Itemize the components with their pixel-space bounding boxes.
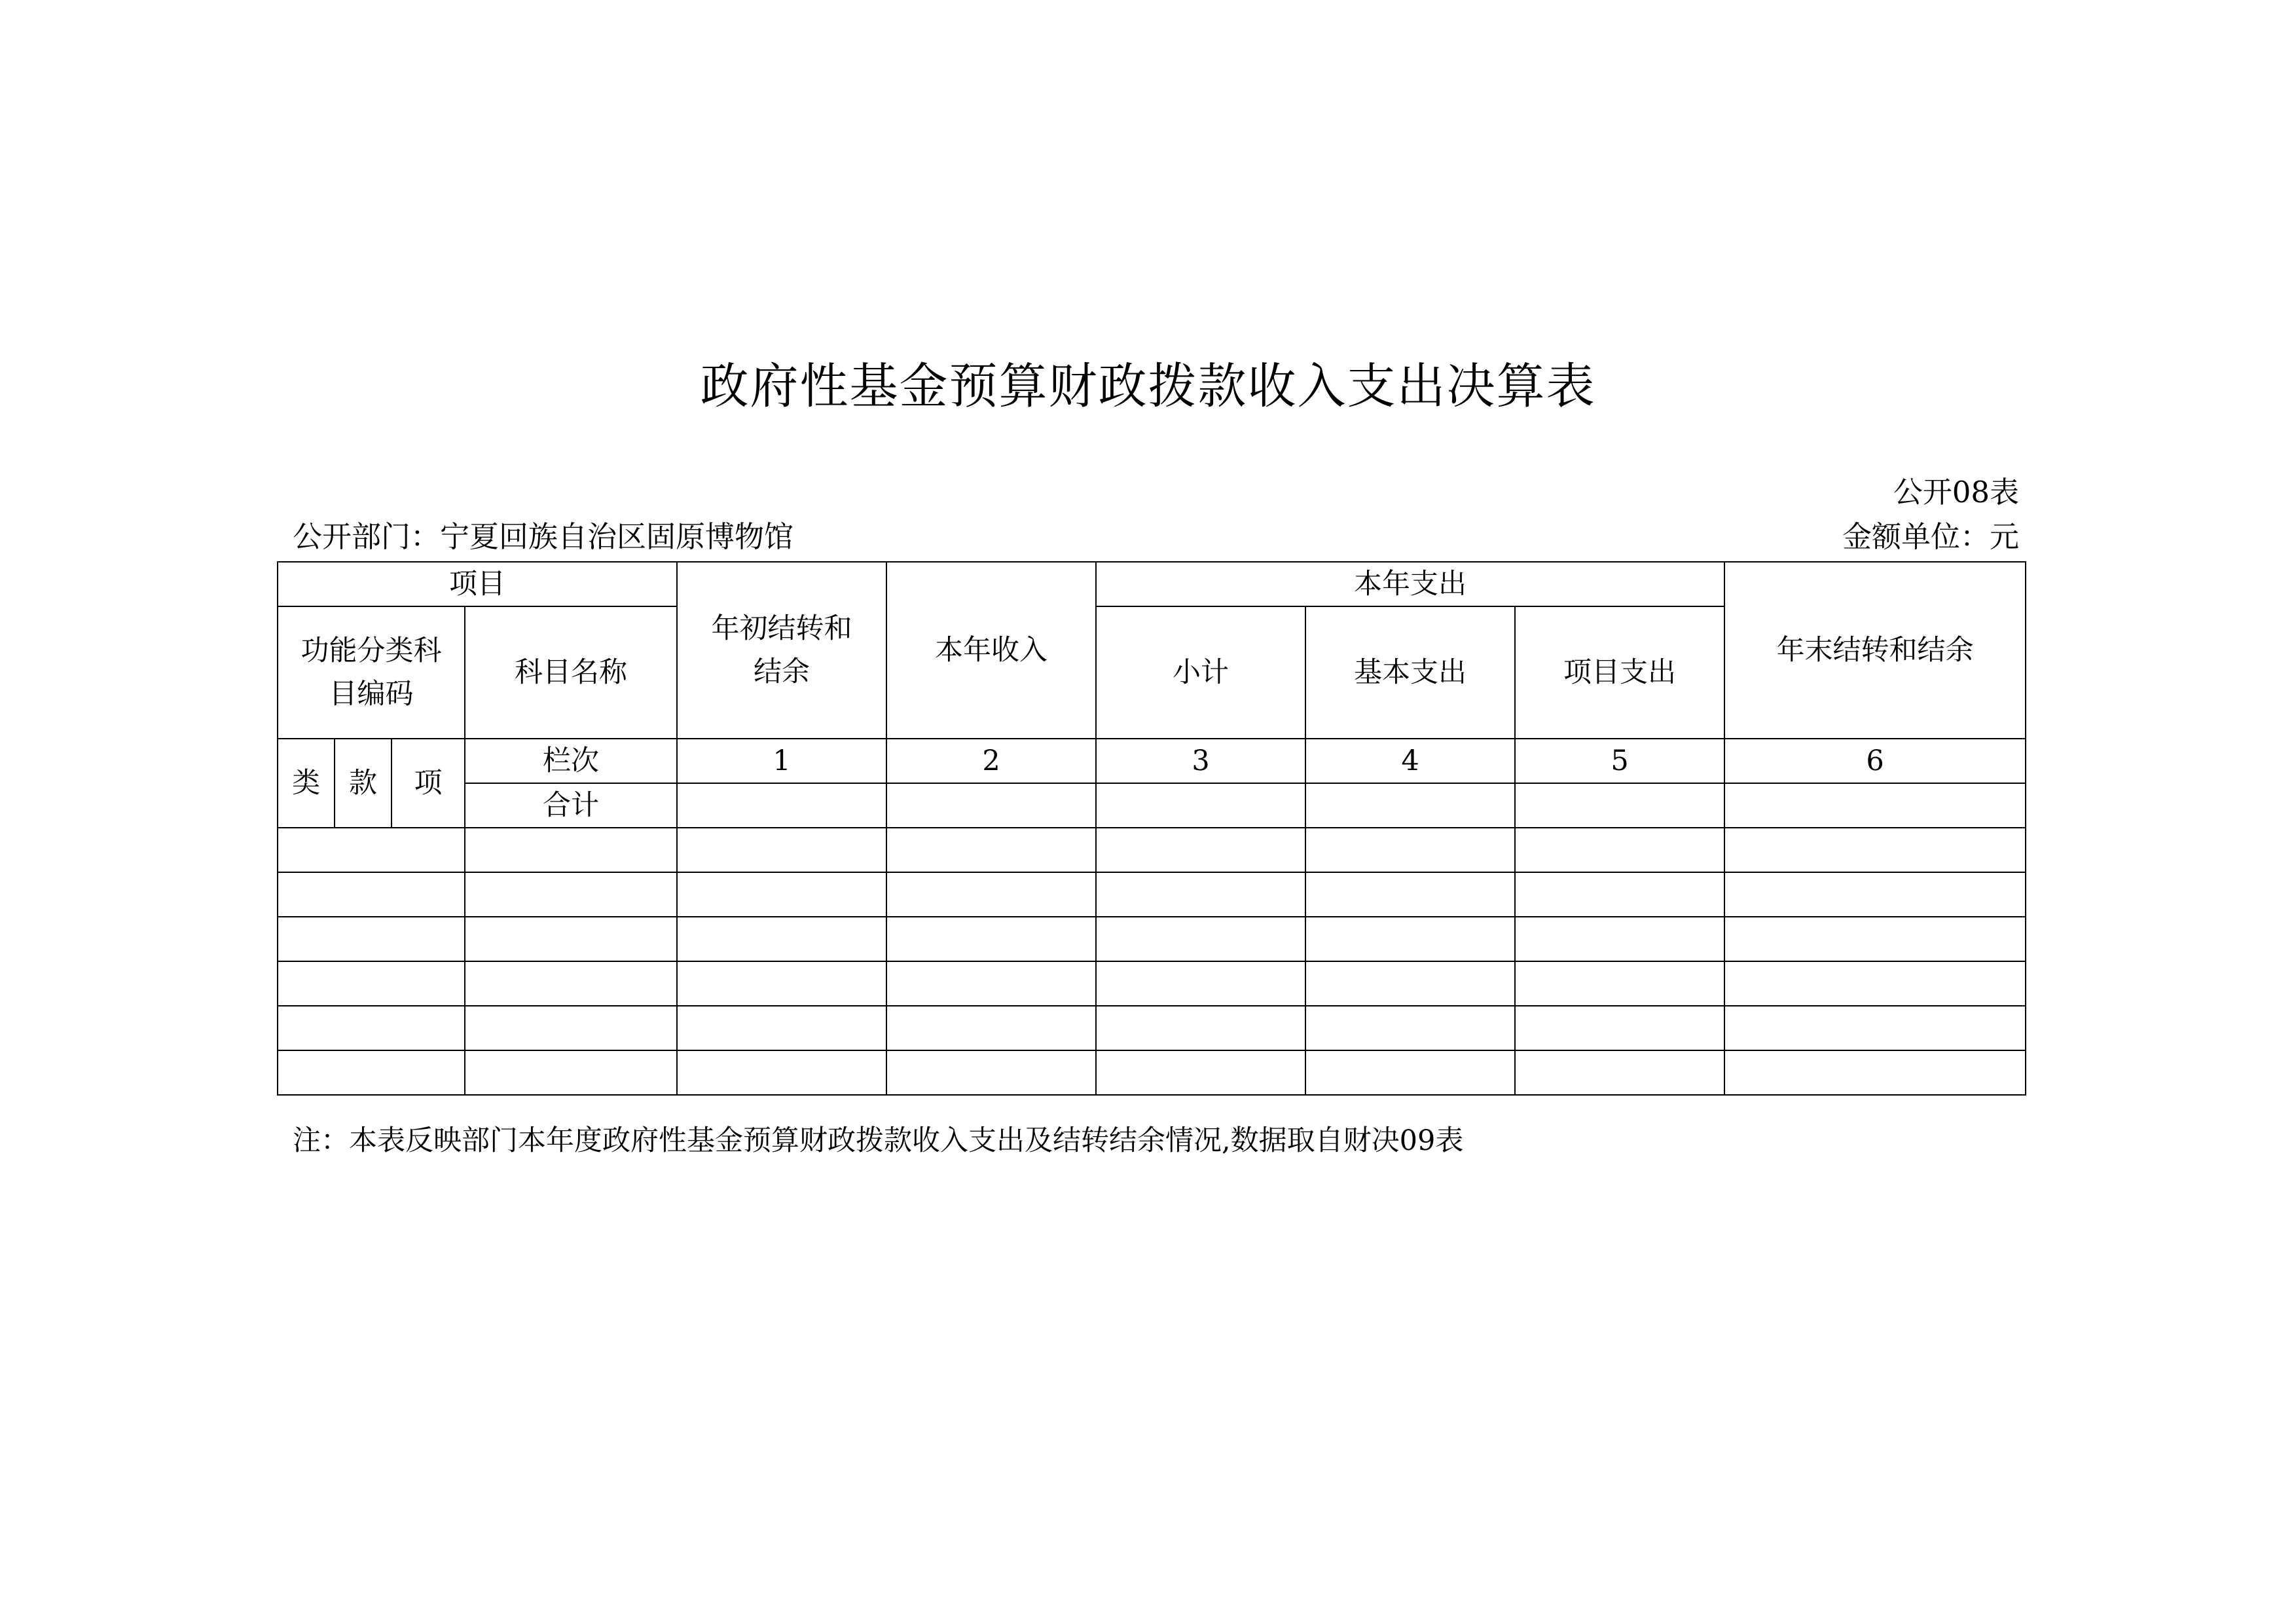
table-cell [1515, 917, 1724, 961]
table-cell [1724, 872, 2026, 917]
table-cell [1305, 1006, 1515, 1050]
table-cell [1096, 828, 1305, 872]
table-cell [1724, 1050, 2026, 1095]
table-row [278, 917, 2026, 961]
table-cell [1305, 961, 1515, 1006]
table-row [278, 961, 2026, 1006]
table-cell [1724, 828, 2026, 872]
table-cell [677, 917, 886, 961]
table-cell [465, 1006, 677, 1050]
table-cell [1096, 917, 1305, 961]
header-opening-balance [677, 562, 886, 739]
column-number: 3 [1096, 739, 1305, 783]
header-expense: 本年支出 [1096, 562, 1724, 606]
column-number: 1 [677, 739, 886, 783]
table-row [278, 828, 2026, 872]
table-cell [1305, 783, 1515, 828]
header-income: 本年收入 [886, 562, 1096, 739]
table-cell [278, 872, 465, 917]
table-cell [465, 828, 677, 872]
table-cell [1305, 917, 1515, 961]
table-cell [278, 1050, 465, 1095]
column-index-label: 栏次 [465, 739, 677, 783]
table-cell [1724, 961, 2026, 1006]
table-cell [886, 1006, 1096, 1050]
header-item-sub: 项 [392, 739, 465, 828]
table-cell [278, 828, 465, 872]
table-cell [1724, 1006, 2026, 1050]
column-number: 4 [1305, 739, 1515, 783]
table-cell [886, 783, 1096, 828]
table-cell [886, 1050, 1096, 1095]
table-cell [1096, 783, 1305, 828]
form-code: 公开08表 [1893, 475, 2019, 509]
table-cell [886, 917, 1096, 961]
table-cell [677, 872, 886, 917]
header-subject-name: 科目名称 [465, 606, 677, 739]
amount-unit-label: 金额单位：元 [1842, 519, 2019, 554]
header-opening-balance-text: 年初结转和结余 [711, 612, 852, 688]
header-item: 项目 [278, 562, 677, 606]
table-cell [1724, 917, 2026, 961]
header-class: 类 [278, 739, 335, 828]
table-cell [886, 828, 1096, 872]
table-cell [465, 872, 677, 917]
table-cell [677, 783, 886, 828]
table-cell [1515, 1006, 1724, 1050]
table-row [278, 872, 2026, 917]
table-cell [1515, 783, 1724, 828]
column-number: 2 [886, 739, 1096, 783]
column-index-row [278, 739, 2026, 783]
header-basic-expense: 基本支出 [1305, 606, 1515, 739]
table-cell [886, 872, 1096, 917]
table-cell [1305, 828, 1515, 872]
table-cell [1515, 1050, 1724, 1095]
header-function-code [278, 606, 465, 739]
table-cell [677, 961, 886, 1006]
header-function-code-text: 功能分类科目编码 [301, 635, 442, 710]
total-row [278, 783, 2026, 828]
table-cell [677, 1050, 886, 1095]
header-project-expense: 项目支出 [1515, 606, 1724, 739]
header-closing-balance: 年末结转和结余 [1724, 562, 2026, 739]
footnote: 注：本表反映部门本年度政府性基金预算财政拨款收入支出及结转结余情况,数据取自财决09表 [293, 1124, 1464, 1157]
table-cell [1096, 1006, 1305, 1050]
table-cell [1096, 1050, 1305, 1095]
column-number: 5 [1515, 739, 1724, 783]
header-subtotal: 小计 [1096, 606, 1305, 739]
table-cell [1515, 828, 1724, 872]
page-title: 政府性基金预算财政拨款收入支出决算表 [700, 358, 1596, 415]
table-cell [1096, 872, 1305, 917]
total-label: 合计 [465, 783, 677, 828]
table-cell [465, 961, 677, 1006]
table-cell [677, 828, 886, 872]
column-number: 6 [1724, 739, 2026, 783]
header-section: 款 [335, 739, 392, 828]
table-cell [278, 961, 465, 1006]
table-cell [1515, 961, 1724, 1006]
table-cell [886, 961, 1096, 1006]
table-row [278, 1006, 2026, 1050]
table-cell [1096, 961, 1305, 1006]
table-cell [1305, 1050, 1515, 1095]
table-row [278, 1050, 2026, 1095]
header-row-1 [278, 562, 2026, 606]
table-cell [1305, 872, 1515, 917]
department-label: 公开部门：宁夏回族自治区固原博物馆 [293, 519, 794, 554]
budget-table [277, 561, 2026, 1096]
table-cell [278, 917, 465, 961]
table-cell [1515, 872, 1724, 917]
table-cell [465, 1050, 677, 1095]
table-cell [1724, 783, 2026, 828]
table-cell [278, 1006, 465, 1050]
table-cell [465, 917, 677, 961]
table-cell [677, 1006, 886, 1050]
